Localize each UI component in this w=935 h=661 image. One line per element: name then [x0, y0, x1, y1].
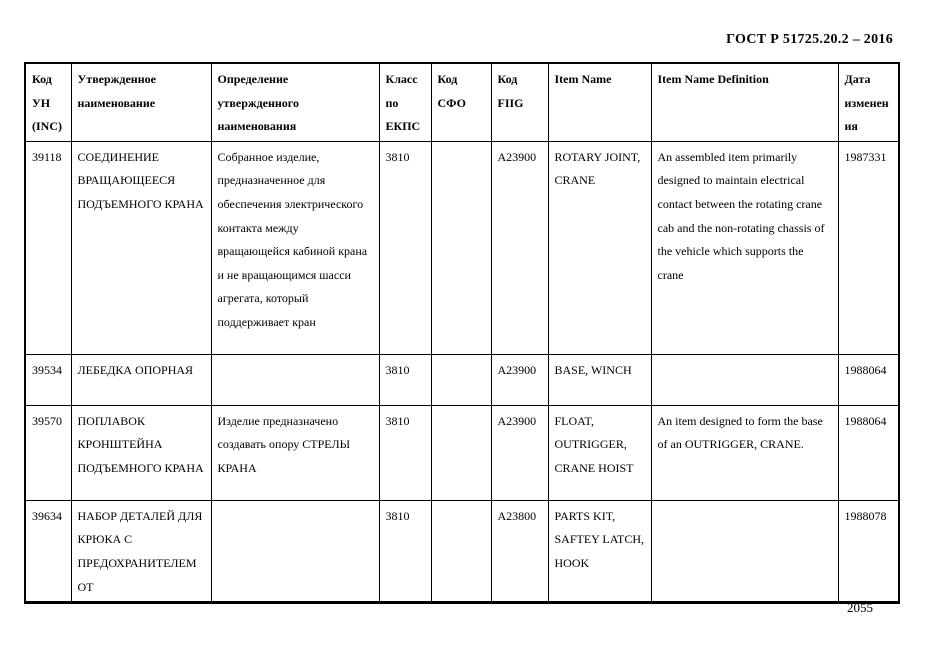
column-header-7: Item Name Definition — [651, 63, 838, 141]
table-cell — [211, 500, 379, 602]
table-cell: 3810 — [379, 405, 431, 500]
table-header-row — [25, 63, 899, 141]
table-header — [25, 63, 899, 141]
table-body — [25, 141, 899, 602]
page-number: 2055 — [847, 600, 873, 615]
table-cell: 39570 — [25, 405, 71, 500]
table-row — [25, 500, 899, 602]
column-header-4: Код СФО — [431, 63, 491, 141]
table-cell: A23800 — [491, 500, 548, 602]
table-cell: A23900 — [491, 141, 548, 354]
table-cell: 3810 — [379, 141, 431, 354]
item-codes-table — [24, 62, 900, 604]
table-cell: 1988078 — [838, 500, 899, 602]
table-cell: An item designed to form the base of an OUTRIGGER, CRANE. — [651, 405, 838, 500]
table-row — [25, 354, 899, 405]
table-cell — [211, 354, 379, 405]
table-cell: 3810 — [379, 500, 431, 602]
table-cell: 1988064 — [838, 405, 899, 500]
table-cell: ПОПЛАВОК КРОНШТЕЙНА ПОДЪЕМНОГО КРАНА — [71, 405, 211, 500]
column-header-6: Item Name — [548, 63, 651, 141]
table-cell: СОЕДИНЕНИЕ ВРАЩАЮЩЕЕСЯ ПОДЪЕМНОГО КРАНА — [71, 141, 211, 354]
column-header-3: Класс по ЕКПС — [379, 63, 431, 141]
table-cell — [431, 500, 491, 602]
table-cell: ROTARY JOINT, CRANE — [548, 141, 651, 354]
table-cell: FLOAT, OUTRIGGER, CRANE HOIST — [548, 405, 651, 500]
table-cell: ЛЕБЕДКА ОПОРНАЯ — [71, 354, 211, 405]
table-cell — [431, 354, 491, 405]
table-cell: 1988064 — [838, 354, 899, 405]
column-header-2: Определение утвержденного наименования — [211, 63, 379, 141]
table-row — [25, 405, 899, 500]
table-cell — [431, 141, 491, 354]
table-cell: 3810 — [379, 354, 431, 405]
table-cell — [651, 500, 838, 602]
table-cell: Изделие предназначено создавать опору СТРЕЛЫ КРАНА — [211, 405, 379, 500]
table-cell: PARTS KIT, SAFTEY LATCH, HOOK — [548, 500, 651, 602]
table-cell: A23900 — [491, 354, 548, 405]
column-header-8: Дата изменения — [838, 63, 899, 141]
table-cell: A23900 — [491, 405, 548, 500]
table-cell: 39534 — [25, 354, 71, 405]
column-header-1: Утвержденное наименование — [71, 63, 211, 141]
document-header: ГОСТ Р 51725.20.2 – 2016 — [726, 32, 893, 47]
table-cell — [431, 405, 491, 500]
table-cell — [651, 354, 838, 405]
table-cell: 1987331 — [838, 141, 899, 354]
table-cell: BASE, WINCH — [548, 354, 651, 405]
table-cell: НАБОР ДЕТАЛЕЙ ДЛЯ КРЮКА С ПРЕДОХРАНИТЕЛЕМ ОТ — [71, 500, 211, 602]
table-cell: 39634 — [25, 500, 71, 602]
table-cell: 39118 — [25, 141, 71, 354]
column-header-0: Код УН (INC) — [25, 63, 71, 141]
column-header-5: Код FIIG — [491, 63, 548, 141]
table-row — [25, 141, 899, 354]
table-cell: An assembled item primarily designed to maintain electrical contact between the rotating crane cab and the non-rotating chassis of the vehicle which supports the crane — [651, 141, 838, 354]
table-cell: Собранное изделие, предназначенное для обеспечения электрического контакта между вращающейся кабиной крана и не вращающимся шасси агрегата, который поддерживает кран — [211, 141, 379, 354]
